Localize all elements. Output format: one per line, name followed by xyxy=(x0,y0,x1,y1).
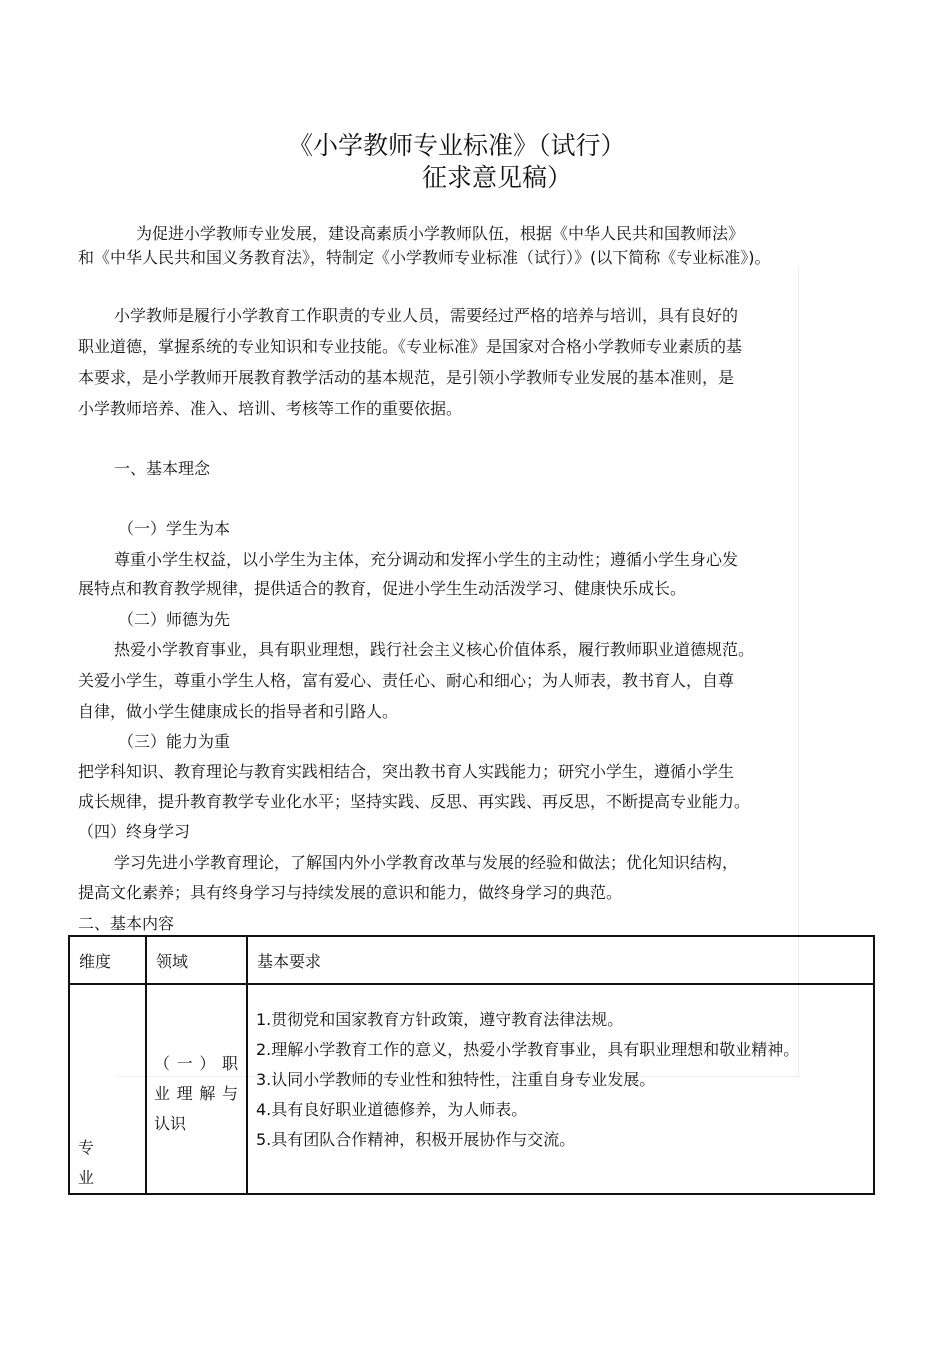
document-subtitle: 征求意见稿） xyxy=(422,163,573,192)
ability-focus-line-2: 成长规律，提升教育教学专业化水平；坚持实践、反思、再实践、再反思，不断提高专业能力。 xyxy=(78,792,751,811)
intro-line-1: 为促进小学教师专业发展，建设高素质小学教师队伍，根据《中华人民共和国教师法》 xyxy=(136,224,745,243)
document-title: 《小学教师专业标准》（试行） xyxy=(288,131,626,160)
definition-line-3: 本要求，是小学教师开展教育教学活动的基本规范，是引领小学教师专业发展的基本准则，是 xyxy=(78,368,735,387)
lifelong-learning-line-1: 学习先进小学教育理论，了解国内外小学教育改革与发展的经验和做法；优化知识结构， xyxy=(114,853,739,872)
student-centered-line-2: 展特点和教育教学规律，提供适合的教育，促进小学生生动活泼学习、健康快乐成长。 xyxy=(78,579,687,598)
section-heading-basic-content: 二、基本内容 xyxy=(78,914,175,933)
field-text-line-1: （一）职 xyxy=(154,1054,238,1073)
requirements-list xyxy=(248,985,873,1155)
field-text-line-3: 认识 xyxy=(154,1114,187,1133)
subsection-heading-lifelong-learning: （四）终身学习 xyxy=(78,822,191,841)
requirement-item: 5.具有团队合作精神，积极开展协作与交流。 xyxy=(256,1130,576,1149)
intro-line-2: 和《中华人民共和国义务教育法》，特制定《小学教师专业标准（试行）》(以下简称《专业标准》)。 xyxy=(78,248,771,267)
header-field-label: 领域 xyxy=(156,951,189,971)
requirement-item: 1.贯彻党和国家教育方针政策，遵守教育法律法规。 xyxy=(256,1010,624,1029)
requirements-table xyxy=(68,935,875,1195)
requirement-item: 3.认同小学教师的专业性和独特性，注重自身专业发展。 xyxy=(256,1070,656,1089)
field-text-line-2: 业理解与 xyxy=(154,1084,238,1103)
requirement-item: 2.理解小学教育工作的意义，热爱小学教育事业，具有职业理想和敬业精神。 xyxy=(256,1040,800,1059)
subsection-heading-student-centered: （一）学生为本 xyxy=(118,519,231,538)
header-cell-dimension xyxy=(69,936,146,984)
dimension-text-line-2: 业 xyxy=(78,1168,95,1187)
subsection-heading-ethics-first: （二）师德为先 xyxy=(118,610,231,629)
field-text xyxy=(154,1049,238,1139)
dimension-text-line-1: 专 xyxy=(78,1138,95,1157)
definition-line-2: 职业道德，掌握系统的专业知识和专业技能。《专业标准》是国家对合格小学教师专业素质的基 xyxy=(78,337,743,356)
table-header-row xyxy=(69,936,874,984)
ethics-first-line-2: 关爱小学生，尊重小学生人格，富有爱心、责任心、耐心和细心；为人师表，教书育人，自尊 xyxy=(78,671,735,690)
header-cell-requirements xyxy=(247,936,874,984)
dimension-cell xyxy=(69,984,146,1194)
student-centered-line-1: 尊重小学生权益，以小学生为主体，充分调动和发挥小学生的主动性；遵循小学生身心发 xyxy=(114,550,739,569)
header-dimension-label: 维度 xyxy=(79,951,112,971)
table-row xyxy=(69,984,874,1194)
lifelong-learning-line-2: 提高文化素养；具有终身学习与持续发展的意识和能力，做终身学习的典范。 xyxy=(78,883,623,902)
requirement-item: 4.具有良好职业道德修养，为人师表。 xyxy=(256,1100,528,1119)
ethics-first-line-3: 自律，做小学生健康成长的指导者和引路人。 xyxy=(78,702,399,721)
requirements-cell xyxy=(247,984,874,1194)
definition-line-1: 小学教师是履行小学教育工作职责的专业人员，需要经过严格的培养与培训，具有良好的 xyxy=(114,306,739,325)
header-cell-field xyxy=(146,936,247,984)
definition-line-4: 小学教师培养、准入、培训、考核等工作的重要依据。 xyxy=(78,399,463,418)
subsection-heading-ability-focus: （三）能力为重 xyxy=(118,732,231,751)
section-heading-basic-concepts: 一、基本理念 xyxy=(114,459,211,478)
header-requirements-label: 基本要求 xyxy=(257,951,322,971)
ability-focus-line-1: 把学科知识、教育理论与教育实践相结合，突出教书育人实践能力；研究小学生，遵循小学生 xyxy=(78,762,735,781)
field-cell xyxy=(146,984,247,1194)
ethics-first-line-1: 热爱小学教育事业，具有职业理想，践行社会主义核心价值体系，履行教师职业道德规范。 xyxy=(114,640,755,659)
